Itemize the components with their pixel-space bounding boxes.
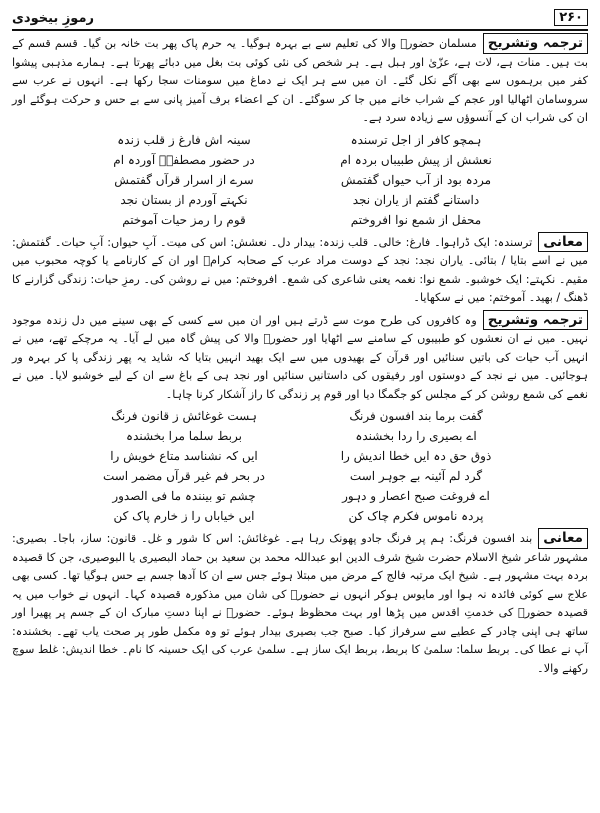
page-number: ۲۶۰: [554, 9, 588, 26]
verse-line: اے بصیری را ردا بخشندہ: [355, 429, 477, 443]
verse-line: نعشش از پیش طبیباں بردہ ام: [340, 152, 492, 167]
verse-line: بربط سلما مرا بخشندہ: [126, 429, 242, 443]
paragraph-text: وہ کافروں کی طرح موت سے ڈرتے ہیں اور ان میں سے کسی کے بھی سینے میں دل زندہ موجود نہیں۔ میں نے ان نعشوں کو طبیبوں کے سامنے سے اٹھایا اور حضورؐ والا کی پیش گاہ میں لے آیا۔ یہ مرچکے تھے، میں نے انہیں آب حیات کی باتیں سنائیں اور قرآن کے بھیدوں میں سے ایک بھید انہیں بتایا کہ شاید یہ پھر زندگی پا کر بہرہ ور ہوجائیں۔ میں نے نجد کے دوستوں اور رفیقوں کی داستانیں سنائیں اور نجد ہی کے باغ سے ان کے لیے خوشبو لایا۔ میں نے نغمے کی شمع روشن کر کے مجلس کو جگمگا دیا اور قوم پر زندگی کا راز آشکار کرنا چاہا۔: [12, 313, 588, 401]
verse-line: در حضور مصطفیؐ آوردہ ام: [113, 152, 255, 167]
translation-section-2: [12, 310, 588, 405]
verse-line: ہمچو کافر از اجل ترسندہ: [350, 132, 482, 147]
verse-line: در بحر فم غیر قرآں مضمر است: [102, 469, 266, 483]
paragraph-text: ترسندہ: ایک ڈراہوا۔ فارغ: خالی۔ قلب زندہ: بیدار دل۔ نعشش: اس کی میت۔ آبِ حیواں: آبِ حیات۔ گفتمش: میں نے اسے بتایا / بتائی۔ یاران نجد: نجد کے دوست مراد عرب کے صحابہ کرامؓ اور ان کے کارنامے یا کوچہ محبوب میں مقیم۔ نکہتے: ایک خوشبو۔ شمع نوا: نغمہ یعنی شاعری کی شمع۔ افروختم: میں نے روشن کی۔ رمزِ حیات: زندگی گزارنے کا ڈھنگ / بھید۔ آموختم: میں نے سکھایا۔: [12, 235, 588, 304]
book-title: رموزِ بیخودی: [12, 11, 94, 26]
paragraph-text: بند افسون فرنگ: ہم پر فرنگ جادو پھونک رہا ہے۔ غوغائش: اس کا شور و غل۔ قانون: ساز، باجا۔ بصیری: مشہور شاعر شیخ الاسلام حضرت شیخ شرف الدین ابو عبداللہ محمد بن سعید بن حماد البصیری یا البوصیری، جن کا قصیدہ بردہ بہت مشہور ہے۔ شیخ ایک مرتبہ فالج کے مرض میں مبتلا ہوئے جس سے ان کا آدھا جسم بے حس ہوگیا تھا۔ کسی بھی علاج سے کوئی فائدہ نہ ہوا اور مایوس ہوکر انہوں نے حضورؐ کی شان میں مذکورہ قصیدہ کہا۔ انہوں نے خواب میں یہ قصیدہ حضورؐ کی خدمتِ اقدس میں پڑھا اور بہت محظوظ ہوئے۔ حضورؐ نے اپنا دستِ مبارک ان کے جسم پر پھیرا اور ساتھ ہی اپنی چادر کے عطیے سے سرفراز کیا۔ صبح جب بصیری بیدار ہوئے تو وہ مکمل طور پر صحت یاب تھے۔ بخشندہ: آپ نے عطا کی۔ بربط سلما: سلمیٰ کا بربط، بربط ایک ساز ہے۔ سلمیٰ عرب کی ایک حسینہ کا نام۔ خطا اندیش: غلط سوچ رکھنے والا۔: [12, 532, 588, 675]
verse-line: ذوق حق دہ ایں خطا اندیش را: [340, 449, 492, 463]
verse-line: سرے از اسرار قرآں گفتمش: [114, 172, 254, 187]
paragraph-text: مسلمان حضورؐ والا کی تعلیم سے بے بہرہ ہوگیا۔ یہ حرم پاک پھر بت خانہ بن گیا۔ قسم قسم کے بت ہیں۔ منات ہے، لات ہے، عزّیٰ اور ہبل ہے۔ ہر شخص کی نئی کوئی بت بغل میں دبائے پھرتا ہے۔ ہمارے مذہبی پیشوا کفر میں برہموں سے بھی آگے نکل گئے۔ ان میں سے ہر ایک نے دماغ میں سومنات سجا رکھا ہے۔ انہوں نے عرب سے سروسامان اٹھالیا اور عجم کے شراب خانے میں جا کر سوگئے۔ ان کے اعضاء برف آمیز پانی سے بے حس و حرکت ہوگئے اور ان کی شراب ان کے آنسوؤں سے زیادہ سرد ہے۔: [12, 37, 588, 124]
verse-line: داستانے گفتم از یاران نجد: [352, 192, 480, 207]
section-heading: ترجمہ وتشریح: [483, 33, 588, 54]
verse-line: گفت برما بند افسون فرنگ: [349, 409, 483, 423]
verse-block-2: [82, 407, 518, 525]
page-header: [12, 4, 588, 31]
verse-line: گرد لم آئینہ بے جوہر است: [349, 469, 483, 483]
section-heading: معانی: [538, 528, 588, 549]
verse-line: نکہتے آوردم از بستان نجد: [120, 192, 248, 207]
verse-line: محفل از شمع نوا افروختم: [350, 212, 482, 227]
translation-section-1: [12, 33, 588, 128]
verse-line: پردہ ناموس فکرم چاک کن: [348, 509, 484, 523]
verse-line: ایں کہ نشناسد متاع خویش را: [110, 449, 258, 463]
section-heading: ترجمہ وتشریح: [483, 310, 588, 331]
verse-line: ہست غوغائش ز قانون فرنگ: [111, 409, 257, 423]
verse-line: چشم تو بینندہ ما فی الصدور: [112, 489, 256, 503]
verse-line: قوم را رمز حیات آموختم: [122, 212, 246, 227]
verse-line: مردہ بود از آب حیواں گفتمش: [340, 172, 492, 187]
verse-line: اے فروغت صبح اعصار و دہور: [342, 489, 490, 503]
section-heading: معانی: [538, 232, 588, 253]
glossary-section-1: [12, 232, 588, 308]
verse-line: ایں خیاباں را ز خارم پاک کن: [113, 509, 255, 523]
verse-block-1: [82, 131, 518, 229]
glossary-section-2: [12, 528, 588, 678]
verse-line: سینہ اش فارغ ز قلب زندہ: [117, 132, 251, 147]
